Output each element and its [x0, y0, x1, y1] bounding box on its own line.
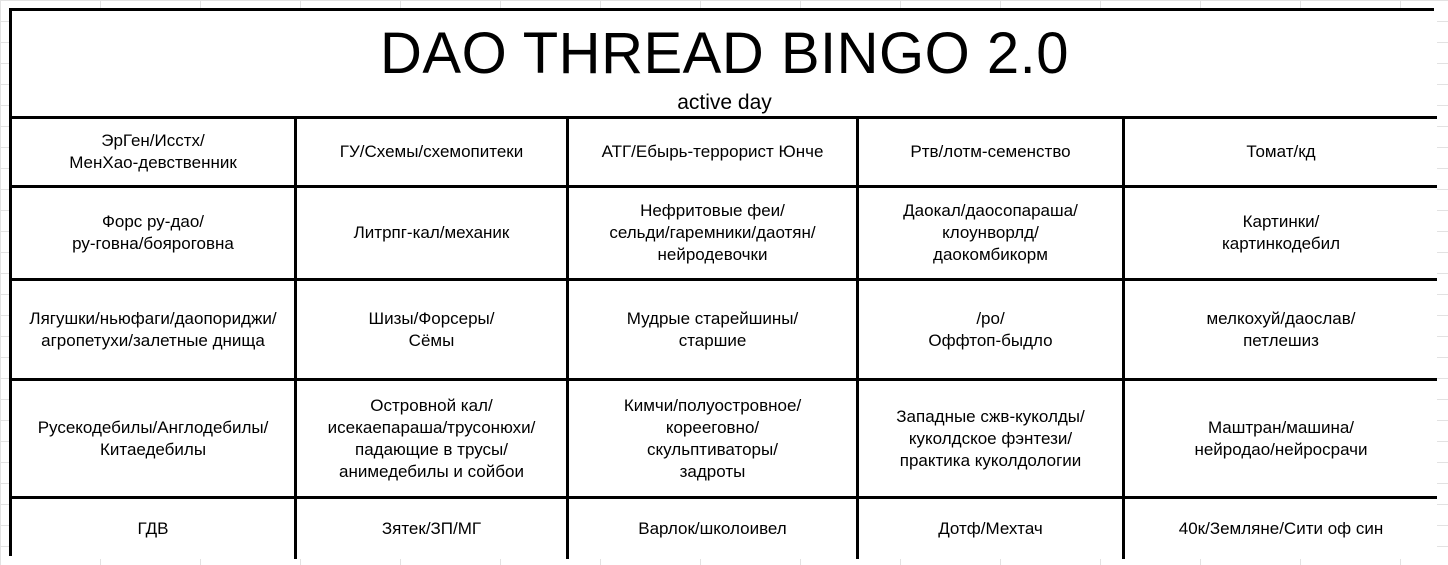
- bingo-cell[interactable]: Островной кал/ исекаепараша/трусонюхи/ падающие в трусы/ анимедебилы и сойбои: [297, 381, 569, 499]
- bingo-title: DAO THREAD BINGO 2.0: [380, 21, 1069, 86]
- bingo-cell[interactable]: /ро/ Оффтоп-быдло: [859, 281, 1125, 381]
- bingo-cell[interactable]: АТГ/Ебырь-террорист Юнче: [569, 119, 859, 188]
- bingo-cell[interactable]: Лягушки/ньюфаги/даопориджи/ агропетухи/залетные днища: [12, 281, 297, 381]
- bingo-cell[interactable]: Форс ру-дао/ ру-говна/бояроговна: [12, 188, 297, 281]
- bingo-cell[interactable]: 40к/Земляне/Сити оф син: [1125, 499, 1437, 559]
- bingo-cell[interactable]: Русекодебилы/Англодебилы/ Китаедебилы: [12, 381, 297, 499]
- bingo-board: [9, 8, 1434, 556]
- bingo-cell[interactable]: Картинки/ картинкодебил: [1125, 188, 1437, 281]
- bingo-cell[interactable]: Дотф/Мехтач: [859, 499, 1125, 559]
- bingo-cell[interactable]: Западные сжв-куколды/ куколдское фэнтези/ практика куколдологии: [859, 381, 1125, 499]
- bingo-cell[interactable]: Литрпг-кал/механик: [297, 188, 569, 281]
- bingo-cell[interactable]: ГУ/Схемы/схемопитеки: [297, 119, 569, 188]
- bingo-cell[interactable]: Томат/кд: [1125, 119, 1437, 188]
- bingo-header[interactable]: [12, 11, 1437, 119]
- bingo-cell[interactable]: Шизы/Форсеры/ Сёмы: [297, 281, 569, 381]
- bingo-cell[interactable]: Зятек/ЗП/МГ: [297, 499, 569, 559]
- bingo-cell[interactable]: Кимчи/полуостровное/ корееговно/ скульптиваторы/ задроты: [569, 381, 859, 499]
- bingo-cell[interactable]: ЭрГен/Исстх/ МенХао-девственник: [12, 119, 297, 188]
- bingo-cell[interactable]: ГДВ: [12, 499, 297, 559]
- bingo-cell[interactable]: Ртв/лотм-семенство: [859, 119, 1125, 188]
- bingo-cell[interactable]: Маштран/машина/ нейродао/нейросрачи: [1125, 381, 1437, 499]
- bingo-cell[interactable]: Варлок/школоивел: [569, 499, 859, 559]
- bingo-cell[interactable]: Даокал/даосопараша/ клоунворлд/ даокомбикорм: [859, 188, 1125, 281]
- bingo-cell[interactable]: Мудрые старейшины/ старшие: [569, 281, 859, 381]
- bingo-subtitle: active day: [677, 91, 772, 114]
- bingo-cell[interactable]: мелкохуй/даослав/ петлешиз: [1125, 281, 1437, 381]
- bingo-cell[interactable]: Нефритовые феи/ сельди/гаремники/даотян/ нейродевочки: [569, 188, 859, 281]
